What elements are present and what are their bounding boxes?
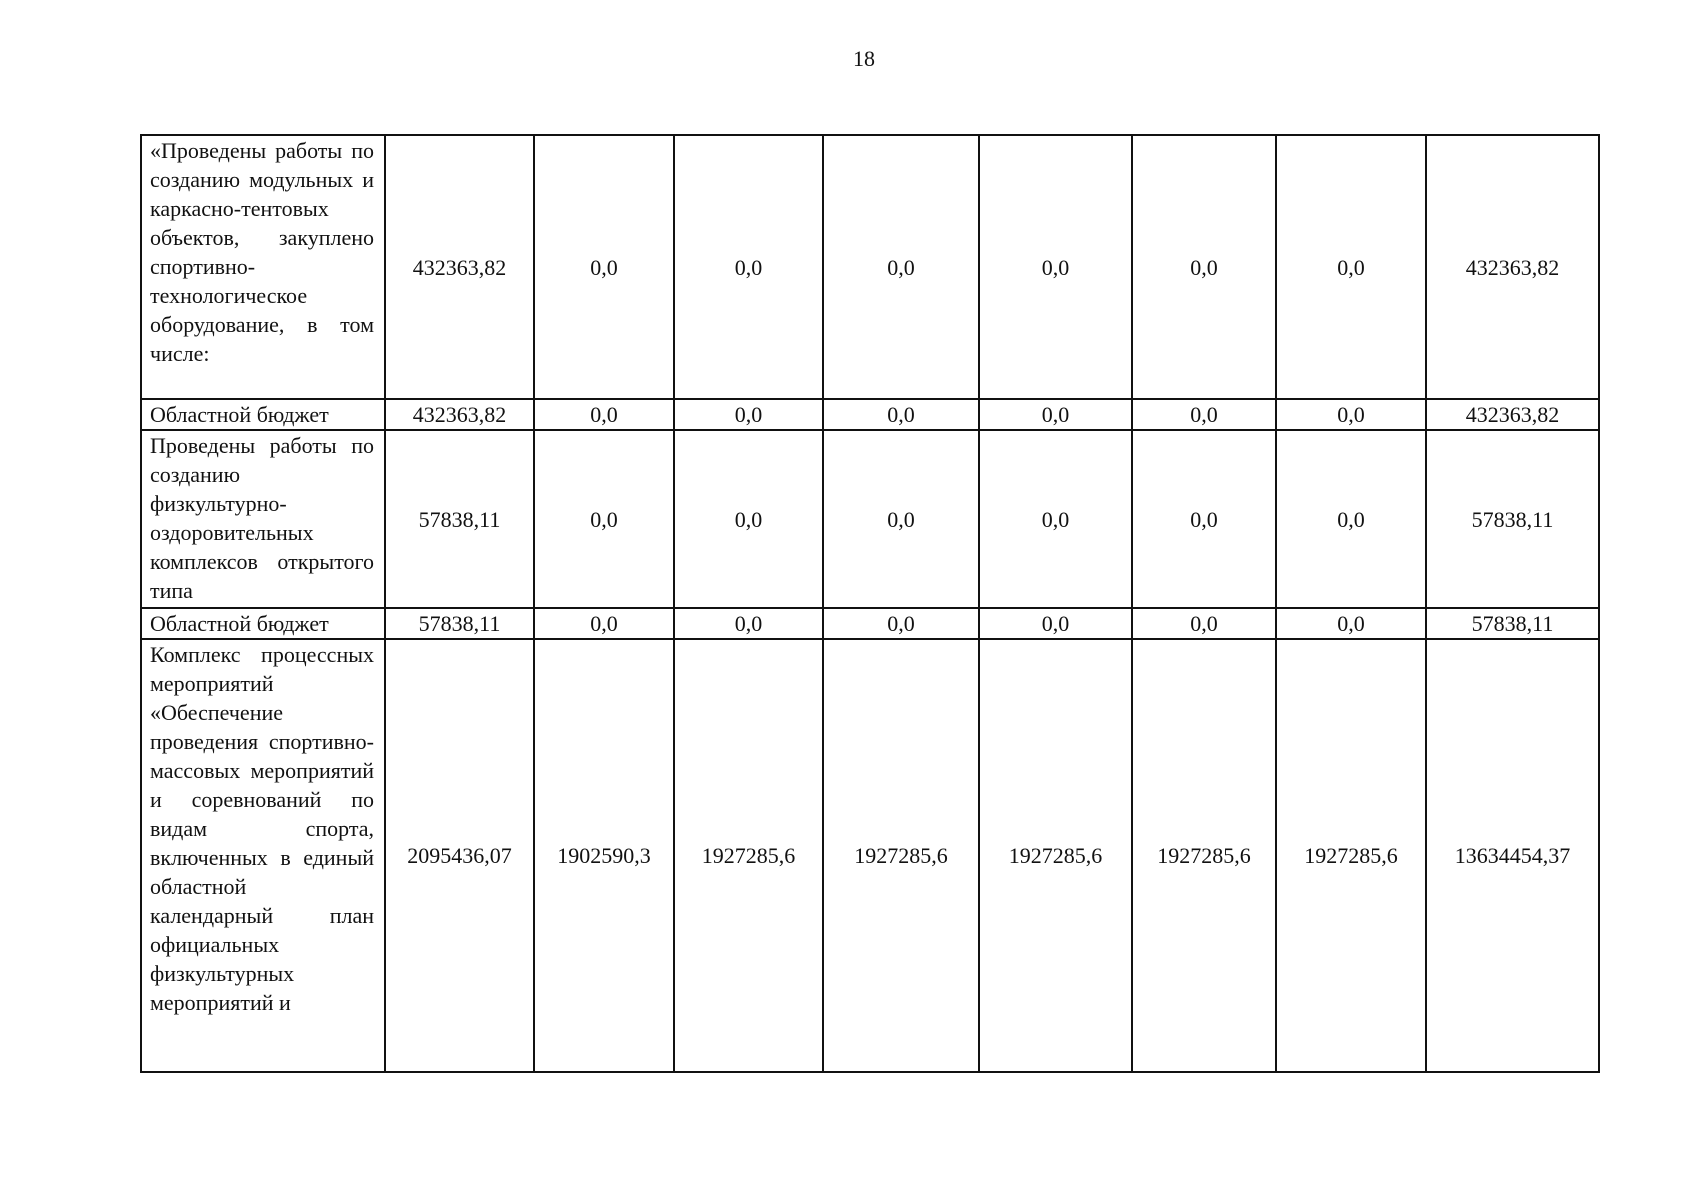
value-cell: 0,0 [979, 608, 1132, 639]
value-cell: 0,0 [1276, 608, 1426, 639]
value-cell: 1927285,6 [674, 639, 823, 1072]
row-name-cell: Проведены работы по созданию физкультурно-оздоровительных комплексов открытого типа [141, 430, 385, 608]
value-cell: 0,0 [674, 399, 823, 430]
value-cell: 57838,11 [385, 430, 534, 608]
value-cell: 0,0 [674, 135, 823, 399]
value-cell: 57838,11 [385, 608, 534, 639]
value-cell: 0,0 [534, 430, 674, 608]
value-cell: 1927285,6 [1276, 639, 1426, 1072]
value-cell: 0,0 [823, 608, 979, 639]
table-row [141, 430, 1599, 608]
table-row [141, 608, 1599, 639]
row-name-cell: «Проведены работы по созданию модульных и каркасно-тентовых объектов, закуплено спортивно-технологическое оборудование, в том числе: [141, 135, 385, 399]
value-cell: 0,0 [1276, 430, 1426, 608]
value-cell: 0,0 [674, 430, 823, 608]
value-cell: 0,0 [1276, 399, 1426, 430]
value-cell: 0,0 [674, 608, 823, 639]
row-name-cell: Областной бюджет [141, 399, 385, 430]
value-cell: 0,0 [979, 430, 1132, 608]
value-cell: 1927285,6 [979, 639, 1132, 1072]
value-cell: 0,0 [823, 399, 979, 430]
value-cell: 1927285,6 [1132, 639, 1276, 1072]
budget-table [140, 134, 1600, 1073]
table-row [141, 639, 1599, 1072]
total-cell: 13634454,37 [1426, 639, 1599, 1072]
value-cell: 0,0 [1132, 135, 1276, 399]
table-row [141, 399, 1599, 430]
value-cell: 0,0 [823, 135, 979, 399]
value-cell: 432363,82 [385, 399, 534, 430]
value-cell: 0,0 [534, 608, 674, 639]
total-cell: 57838,11 [1426, 430, 1599, 608]
value-cell: 0,0 [534, 399, 674, 430]
value-cell: 0,0 [534, 135, 674, 399]
row-name-cell: Областной бюджет [141, 608, 385, 639]
value-cell: 1902590,3 [534, 639, 674, 1072]
total-cell: 432363,82 [1426, 399, 1599, 430]
value-cell: 1927285,6 [823, 639, 979, 1072]
value-cell: 0,0 [1276, 135, 1426, 399]
value-cell: 0,0 [823, 430, 979, 608]
row-name-cell: Комплекс процессных мероприятий «Обеспечение проведения спортивно-массовых мероприятий и соревнований по видам спорта, включенных в единый областной календарный план официальных физкультурных мероприятий и [141, 639, 385, 1072]
value-cell: 0,0 [979, 135, 1132, 399]
total-cell: 432363,82 [1426, 135, 1599, 399]
value-cell: 0,0 [1132, 399, 1276, 430]
value-cell: 2095436,07 [385, 639, 534, 1072]
total-cell: 57838,11 [1426, 608, 1599, 639]
value-cell: 432363,82 [385, 135, 534, 399]
table-row [141, 135, 1599, 399]
value-cell: 0,0 [979, 399, 1132, 430]
page-number: 18 [853, 46, 875, 71]
value-cell: 0,0 [1132, 430, 1276, 608]
value-cell: 0,0 [1132, 608, 1276, 639]
